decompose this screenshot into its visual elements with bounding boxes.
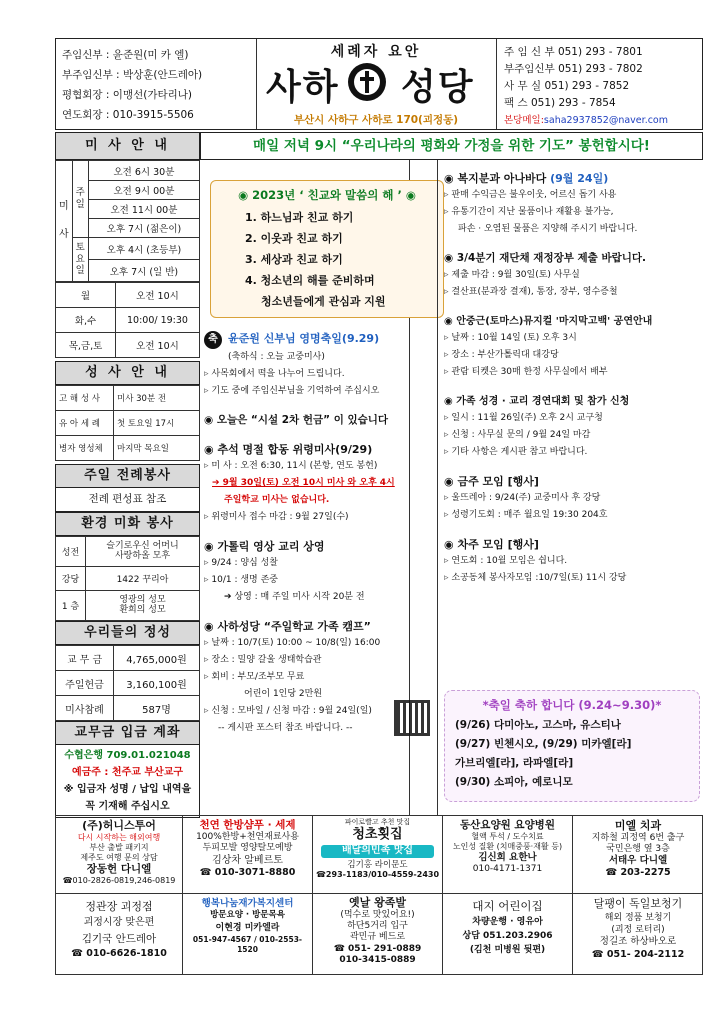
target-icon: ◉ — [444, 316, 457, 327]
prayer-banner: 매일 저녁 9시 “우리나라의 평화와 가정을 위한 기도” 봉헌합시다! — [200, 132, 703, 160]
target-icon: ◉ — [444, 538, 458, 551]
mass-side-label: 미 사 — [56, 161, 73, 282]
offering-table: 교 무 금 4,765,000원 주일헌금 3,160,100원 미사참례 587명 — [55, 645, 200, 721]
notice-finance-report: ◉ 3/4분기 재단채 재정장부 제출 바랍니다. ▹ 제출 마감 : 9월 30일(토) 사무실 ▹ 결산표(분과장 결재), 통장, 장부, 영수증철 — [444, 252, 647, 297]
account-note-2: 꼭 기재해 주십시오 — [85, 801, 170, 812]
email-link[interactable]: saha2937852@naver.com — [543, 115, 668, 126]
church-name-right: 성당 — [401, 67, 475, 108]
qr-code-icon[interactable] — [394, 700, 430, 736]
staff-list — [62, 45, 252, 125]
feast-badge: 축 — [204, 331, 222, 349]
ad-dongsan-hospital[interactable]: 동산요양원 요양병원 혈액 투석 / 도수치료 노인성 질환 (치매중풍·재활 등) 김신희 요한나 010-4171-1371 — [443, 816, 573, 894]
church-address: 부산시 사하구 사하로 170(괴정동) — [293, 114, 459, 126]
notice-this-week: ◉ 금주 모임 [행사] ▹ 울뜨레아 : 9/24(주) 교중미사 후 강당 ▹ 성령기도회 : 매주 월요일 19:30 204호 — [444, 475, 608, 520]
mass-day-saturday: 토 요 일 — [72, 238, 88, 282]
mass-weekday-table: 월 오전 10시 화,수 10:00/ 19:30 목,금,토 오전 10시 — [55, 282, 200, 358]
notice-memorial-mass: ◉ 추석 명절 합동 위령미사(9/29) ▹ 미 사 : 오전 6:30, 11시 (본항, 연도 봉헌) ➔ 9월 30일(토) 오전 10시 미사 와 오후 4시 주일학교 미사는 없습니다. ▹ 위령미사 접수 마감 : 9월 27일(수) — [204, 443, 395, 522]
target-icon: ◉ — [204, 540, 218, 553]
contact-4: 팩 스 051) 293 - 7854 — [504, 97, 616, 109]
staff-3: 평협회장 : 이맹선(가타리나) — [62, 89, 192, 101]
target-icon: ◉ — [204, 414, 217, 426]
contact-3: 사 무 실 051) 293 - 7852 — [504, 80, 630, 92]
notice-next-week: ◉ 차주 모임 [행사] ▹ 연도회 : 10월 모임은 쉽니다. ▹ 소공동체 봉사자모임 :10/7일(토) 11시 강당 — [444, 538, 627, 583]
contact-list — [504, 44, 702, 129]
ad-miel-dental[interactable]: 미엘 치과 지하철 괴정역 6번 출구 국민은행 옆 3층 서태우 다니엘 ☎ 203-2275 — [573, 816, 703, 894]
ad-honeys-tour[interactable]: (주)허니스투어 다시 시작하는 해외여행 부산 출발 패키지 제주도 여행 문의 상담 장동헌 다니엘 ☎010-2826-0819,246-0819 — [56, 816, 183, 894]
target-icon: ◉ — [204, 443, 218, 456]
feast-lines: (9/26) 다미아노, 고스마, 유스티나 (9/27) 빈첸시오, (9/29) 미카엘[라] 가브리엘[라], 라파엘[라] (9/30) 소피아, 예로니모 — [455, 719, 632, 788]
mass-table: 미 사 주 일 오전 6시 30분 오전 9시 00분 오전 11시 00분 오후 7시 (젊은이) 토 요 일 오후 4시 (초등부) 오후 7시 (일 반) — [55, 160, 200, 282]
feast-title: *축일 축하 합니다 (9.24~9.30)* — [482, 698, 662, 712]
account-box — [55, 745, 200, 818]
target-icon: ◉ — [444, 396, 457, 407]
year-theme-box — [210, 180, 444, 318]
left-notices — [204, 330, 436, 737]
mass-title: 미 사 안 내 — [55, 132, 200, 160]
liturgy-title: 주일 전례봉사 — [55, 464, 200, 488]
mass-day-sunday: 주 일 — [72, 161, 88, 238]
notice-second-collection: ◉ 오늘은 “시설 2차 헌금” 이 있습니다 — [204, 414, 389, 426]
staff-2: 부주임신부 : 박상훈(안드레아) — [62, 69, 203, 81]
church-name-left: 사하 — [266, 67, 340, 108]
sidebar — [55, 132, 200, 818]
environment-table: 성전 슬기로우신 어머니 사랑하올 모후 강당 1422 꾸리아 1 층 영광의 성모 환희의 성모 — [55, 536, 200, 621]
offering-title: 우리들의 정성 — [55, 621, 200, 645]
ad-happy-welfare-center[interactable]: 행복나눔재가복지센터 방문요양 · 방문목욕 이현경 미카엘라 051-947-4567 / 010-2553-1520 — [183, 894, 313, 975]
ad-daeji-daycare[interactable]: 대지 어린이집 차량운행 · 영유아 상담 051.203.2906 (김천 미병원 뒷편) — [443, 894, 573, 975]
account-bank: 수협은행 709.01.021048 — [64, 750, 191, 761]
notice-anabada: ◉ 복지분과 아나바다 (9월 24일) ▹ 판매 수익금은 불우이웃, 어르신 돕기 사용 ▹ 유통기간이 지난 물품이나 재활용 불가능, 파손 · 오염된 물품은 지양해 주시기 바랍니다. — [444, 172, 638, 234]
contact-1: 주 임 신 부 051) 293 - 7801 — [504, 46, 643, 58]
ad-cheongcho-restaurant[interactable]: 파이로빨고 추천 맛집 청초횟집 배달의민족 맛집 김기홍 라이문도 ☎293-1183/010-4559-2430 — [313, 816, 443, 894]
target-icon: ◉ — [444, 172, 458, 185]
church-slogan: 세례자 요안 — [330, 44, 422, 60]
sacrament-title: 성 사 안 내 — [55, 361, 200, 385]
feast-box — [444, 690, 700, 802]
account-note-1: ※ 입금자 성명 / 납입 내역을 — [63, 784, 192, 795]
target-icon: ◉ — [204, 620, 218, 633]
notice-bible-contest: ◉ 가족 성경 · 교리 경연대회 및 참가 신청 ▹ 일시 : 11월 26일(주) 오후 2시 교구청 ▹ 신청 : 사무실 문의 / 9월 24일 마감 ▹ 기타 사항은 게시판 참고 바랍니다. — [444, 396, 630, 457]
liturgy-value: 전례 편성표 참조 — [55, 488, 200, 512]
account-holder: 예금주 : 천주교 부산교구 — [71, 767, 184, 778]
ad-old-pork-feet[interactable]: 옛날 왕족발 (먹수로 맛있어요!) 하단5거리 입구 곽민규 베드로 ☎ 051- 291-0889 010-3415-0889 — [313, 894, 443, 975]
notice-feastday: 축 윤준원 신부님 영명축일(9.29) (축하식 : 오늘 교중미사) ▹ 사목회에서 떡을 나누어 드립니다. ▹ 기도 중에 주임신부님을 기억하여 주십시오 — [204, 332, 380, 396]
staff-1: 주임신부 : 윤준원(미 카 엘) — [62, 49, 189, 61]
ad-snail-hearing-aid[interactable]: 달팽이 독일보청기 해외 정품 보청기 (괴정 로터리) 정길조 하상바오로 ☎ 051- 204-2112 — [591, 897, 685, 960]
environment-title: 환경 미화 봉사 — [55, 512, 200, 536]
notice-family-camp: ◉ 사하성당 “주일학교 가족 캠프” ▹ 날짜 : 10/7(토) 10:00 ~ 10/8(일) 16:00 ▹ 장소 : 밀양 갈울 생태학습관 ▹ 회비 : 부모/조부모 무료 어린이 1인당 2만원 ▹ 신청 : 모바일 / 신청 마감 : 9월 24일(일) -- 게시판 포스터 참조 바랍니다. -- — [204, 620, 381, 733]
sacrament-table: 고 해 성 사 미사 30분 전 유 아 세 례 첫 토요일 17시 병자 영성체 마지막 목요일 — [55, 385, 200, 461]
year-theme-items: 1. 하느님과 친교 하기 2. 이웃과 친교 하기 3. 세상과 친교 하기 4. 청소년의 해를 준비하며 청소년들에게 관심과 지원 — [245, 211, 386, 308]
church-logo-icon — [346, 61, 388, 103]
notice-musical: ◉ 안중근(토마스)뮤지컬 '마지막고백' 공연안내 ▹ 날짜 : 10월 14일 (토) 오후 3시 ▹ 장소 : 부산가톨릭대 대강당 ▹ 관람 티켓은 30매 한정 사무실에서 배부 — [444, 316, 653, 377]
ad-herbal-shampoo[interactable]: 천연 한방샴푸 · 세제 100%한방+천연재료사용 두피모발 영양탈모예방 김상차 알베르토 ☎ 010-3071-8880 — [183, 816, 313, 894]
right-notices — [444, 170, 702, 587]
year-theme-title: ◉ 2023년 ‘ 친교와 말씀의 해 ’ ◉ — [238, 188, 416, 202]
contact-2: 부주임신부 051) 293 - 7802 — [504, 63, 643, 75]
header — [55, 38, 703, 130]
ad-jeonggwanjang[interactable]: 정관장 괴정점 괴정시장 맞은편 김기국 안드레아 ☎ 010-6626-1810 — [56, 894, 183, 975]
staff-4: 연도회장 : 010-3915-5506 — [62, 109, 194, 121]
ads-area — [55, 815, 703, 975]
target-icon: ◉ — [444, 475, 458, 488]
notice-video-catechism: ◉ 가톨릭 영상 교리 상영 ▹ 9/24 : 양심 성찰 ▹ 10/1 : 생명 존중 ➔ 상영 : 매 주일 미사 시작 20분 전 — [204, 540, 365, 602]
email-line: 본당메일:saha2937852@naver.com — [504, 115, 668, 126]
account-title: 교무금 입금 계좌 — [55, 721, 200, 745]
target-icon: ◉ — [444, 252, 457, 264]
